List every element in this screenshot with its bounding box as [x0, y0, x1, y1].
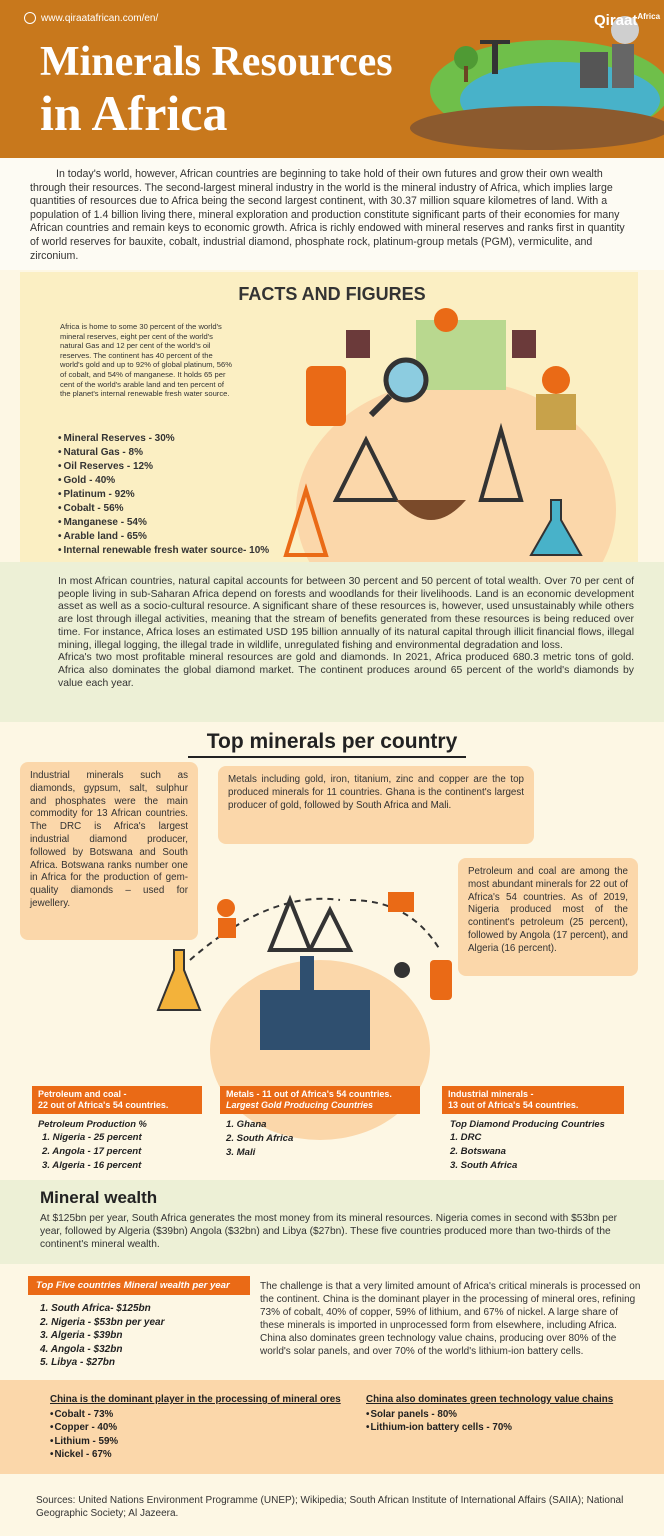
top-minerals-title: Top minerals per country — [206, 730, 458, 753]
oil-drop-icon — [394, 962, 410, 978]
pumpjack-icon — [310, 910, 350, 950]
facts-list — [58, 432, 269, 558]
page-title-line2: in Africa — [40, 85, 228, 141]
list-item: • Cobalt - 56% — [58, 502, 269, 516]
mining-illustration — [266, 300, 626, 562]
china-green-tech-title: China also dominates green technology value chains — [366, 1394, 614, 1405]
factory-icon — [512, 330, 536, 358]
top-five-header: Top Five countries Mineral wealth per year — [28, 1276, 250, 1295]
list-item: 1. Ghana — [226, 1119, 267, 1130]
intro-section — [0, 158, 664, 270]
china-green-tech-column — [366, 1394, 613, 1435]
magnifier-icon — [386, 360, 426, 400]
china-green-tech-list — [366, 1408, 613, 1435]
capital-paragraph-1: In most African countries, natural capital accounts for between 30 percent and 50 percent of total wealth. Over 70 per cent of people living in sub-Saharan Africa depend on forests and woodlands for their livelihoods. Land is an economic development asset as well as a socio-cultural resource. A significant share of these resources is, however, used unsustainably while others are lost through illegal activities, meaning that the stream of benefits generated from these resources is being reduced over time. For instance, Africa loses an estimated USD 195 billion annually of its natural capital through illicit financial flows, illegal mining, illegal logging, the illegal trade in wildlife, unregulated fishing and environmental degradation and loss. — [58, 576, 634, 651]
fuel-nozzle-icon — [430, 960, 452, 1000]
miner-icon — [217, 899, 235, 917]
page-title-line1: Minerals Resources — [40, 39, 393, 85]
china-processing-title: China is the dominant player in the processing of mineral ores — [50, 1394, 341, 1405]
mineral-wealth-title: Mineral wealth — [40, 1188, 158, 1207]
list-item: 2. Nigeria - $53bn per year — [40, 1316, 165, 1328]
list-item: 1. Nigeria - 25 percent — [42, 1132, 142, 1143]
list-item: • Natural Gas - 8% — [58, 446, 269, 460]
list-item: 2. Angola - 17 percent — [42, 1146, 142, 1157]
list-item: • Lithium-ion battery cells - 70% — [366, 1421, 613, 1434]
list-item: • Solar panels - 80% — [366, 1408, 613, 1421]
metals-bubble: Metals including gold, iron, titanium, zinc and copper are the top produced minerals for 11 countries. Ghana is the continent's largest producer of gold, followed by South Africa and Mali. — [218, 766, 534, 844]
list-item: • Platinum - 92% — [58, 488, 269, 502]
industry-illustration — [150, 860, 470, 1070]
top-five-list — [40, 1302, 165, 1370]
map-icon — [416, 320, 506, 390]
list-item: • Copper - 40% — [50, 1421, 341, 1434]
location-pin-icon — [434, 308, 458, 332]
header-banner — [0, 0, 664, 158]
list-item: 3. Algeria - 16 percent — [42, 1160, 142, 1171]
refinery-icon — [260, 990, 370, 1050]
factory-icon — [346, 330, 370, 358]
mineral-wealth-text: At $125bn per year, South Africa generates the most money from its mineral resources. Nigeria comes in second with $53bn per year, followed by Algeria ($39bn) Angola ($32bn) and Libya ($27bn). These five countries produced more than two-thirds of the continent's mineral wealth. — [40, 1213, 618, 1250]
metals-stats — [220, 1086, 420, 1160]
list-item: • Mineral Reserves - 30% — [58, 432, 269, 446]
list-item: 2. South Africa — [226, 1133, 294, 1144]
list-item: 2. Botswana — [450, 1146, 506, 1157]
oil-barrel-icon — [306, 366, 346, 426]
miner-helmet-icon — [542, 366, 570, 394]
intro-text: In today's world, however, African countries are beginning to take hold of their own futures and grow their own wealth through their resources. The second-largest mineral industry in the world is the mineral industry of Africa, which implies large quantities of resources due to Africa being the second largest continent, with 30.37 million square kilometres of land. With a population of 1.4 billion living there, mineral exploration and production constitute significant parts of their economies for many African countries and remain keys to economic growth. Africa is richly endowed with mineral reserves and ranks first in quantity of world reserves for bauxite, cobalt, industrial diamond, phosphate rock, platinum-group metals (PGM), vermiculite, and zirconium. — [30, 168, 625, 262]
list-item: 4. Angola - $32bn — [40, 1343, 123, 1355]
facts-title: FACTS AND FIGURES — [238, 284, 426, 304]
list-item: 1. DRC — [450, 1132, 482, 1143]
offshore-rig-icon — [388, 892, 414, 912]
industrial-stats-subtitle: Top Diamond Producing Countries — [450, 1118, 605, 1129]
mineral-wealth-section — [0, 1180, 664, 1264]
industrial-stats — [442, 1086, 624, 1173]
metals-stats-header: Metals - 11 out of Africa's 54 countries. Largest Gold Producing Countries — [220, 1086, 420, 1114]
industrial-minerals-bubble: Industrial minerals such as diamonds, gypsum, salt, sulphur and phosphates were the main commodity for 13 African countries. The DRC is Africa's largest industrial diamond producer, followed by Botswana and South Africa. Botswana ranks number one in Africa for the production of gem-quality diamonds – used for jewellery. — [20, 762, 198, 940]
title-underline — [188, 756, 466, 758]
sources-text: Sources: United Nations Environment Programme (UNEP); Wikipedia; South African Institute of International Affairs (SAIIA); National Geographic Society; Al Jazeera. — [36, 1495, 624, 1519]
petroleum-stats-subtitle: Petroleum Production % — [38, 1118, 147, 1129]
challenge-text: The challenge is that a very limited amount of Africa's critical minerals is processed on the continent. China is the dominant player in the processing of mineral ores, refining 73% of cobalt, 40% of copper, 59% of lithium, and 67% of nickel. A large share of these minerals is imported in unprocessed form from elsewhere, including Africa. China also dominates green technology value chains, producing over 80% of the world's solar panels, and over 70% of the world's lithium-ion battery cells. — [260, 1281, 641, 1357]
list-item: • Arable land - 65% — [58, 530, 269, 544]
list-item: 1. South Africa- $125bn — [40, 1303, 151, 1314]
petroleum-bubble: Petroleum and coal are among the most abundant minerals for 22 out of Africa's 54 countries. As of 2019, Nigeria produced most of the continent's petroleum (25 percent), followed by Angola (17 percent), and Algeria (16 percent). — [458, 858, 638, 976]
petroleum-stats — [32, 1086, 202, 1173]
list-item: 5. Libya - $27bn — [40, 1357, 116, 1369]
list-item: 3. Algeria - $39bn — [40, 1330, 123, 1342]
petroleum-stats-header: Petroleum and coal - 22 out of Africa's 54 countries. — [32, 1086, 202, 1114]
flask-icon — [158, 950, 200, 1010]
capital-paragraph-2: Africa's two most profitable mineral resources are gold and diamonds. In 2021, Africa produced 680.3 metric tons of gold. Africa also dominates the global diamond market. The continent produces around 65 percent of the world's diamonds by value each year. — [58, 652, 634, 689]
list-item: 3. Mali — [226, 1147, 256, 1158]
natural-capital-section — [0, 562, 664, 722]
globe-icon — [24, 12, 36, 24]
list-item: • Manganese - 54% — [58, 516, 269, 530]
facts-paragraph: Africa is home to some 30 percent of the world's mineral reserves, eight per cent of the world's natural Gas and 12 per cent of the world's oil reserves. The continent has 40 percent of the world's gold and up to 92% of global platinum, 56% of cobalt, and 54% of manganese. It holds 65 per cent of the world's arable land and ten percent of the planet's internal renewable fresh water source. — [60, 322, 232, 399]
list-item: • Gold - 40% — [58, 474, 269, 488]
metals-stats-list — [226, 1118, 420, 1160]
list-item: • Cobalt - 73% — [50, 1408, 341, 1421]
list-item: • Oil Reserves - 12% — [58, 460, 269, 474]
industrial-stats-header: Industrial minerals - 13 out of Africa's 54 countries. — [442, 1086, 624, 1114]
list-item: • Lithium - 59% — [50, 1435, 341, 1448]
list-item: • Nickel - 67% — [50, 1448, 341, 1461]
china-processing-list — [50, 1408, 341, 1462]
petroleum-stats-list — [42, 1131, 202, 1173]
list-item: 3. South Africa — [450, 1160, 518, 1171]
site-url[interactable]: www.qiraatafrican.com/en/ — [24, 12, 158, 24]
list-item: • Internal renewable fresh water source- 10% — [58, 544, 269, 558]
industrial-stats-list — [450, 1131, 624, 1173]
china-processing-column — [50, 1394, 341, 1462]
brand-logo: Qiraat$^{Africa}$ — [594, 12, 661, 29]
